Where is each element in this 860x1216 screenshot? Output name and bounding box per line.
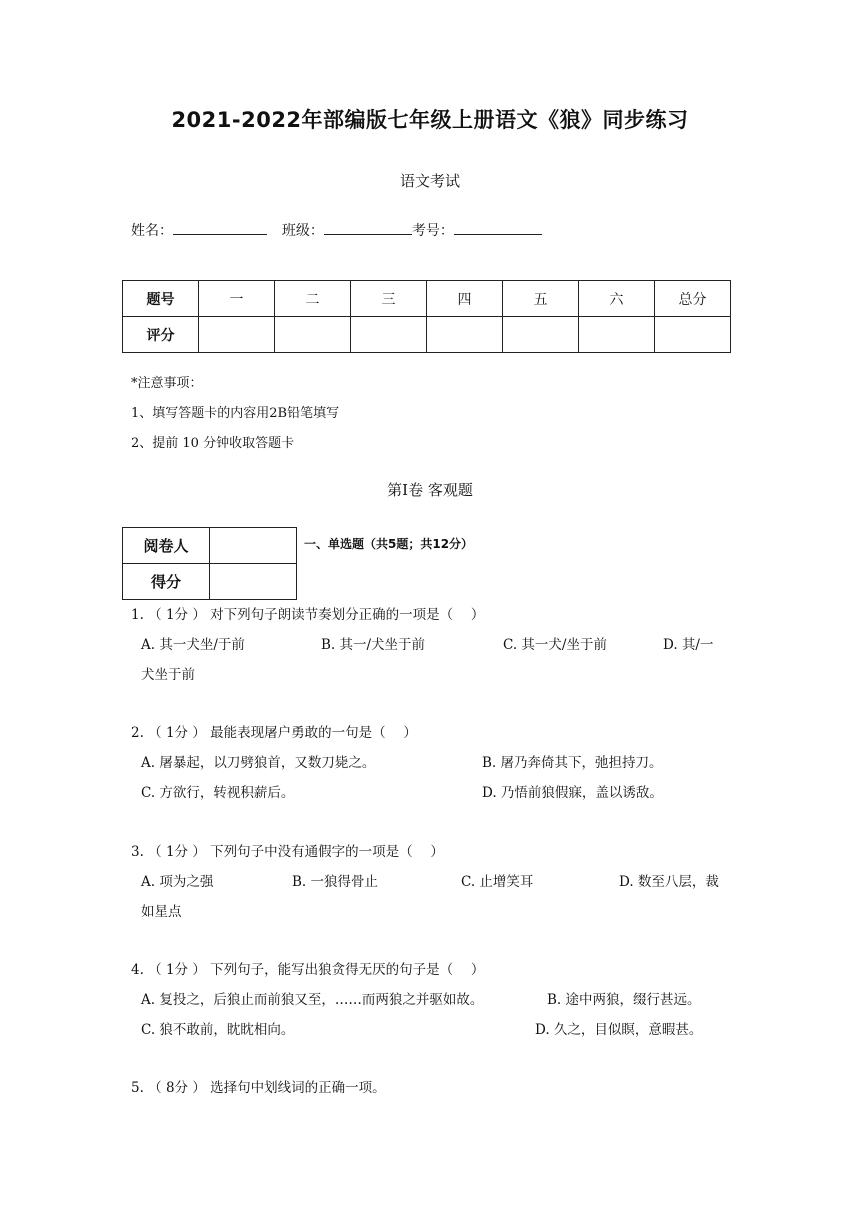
grader-table [122,527,297,600]
score-input-cell[interactable] [351,317,427,353]
score-cell-label: 题号 [123,281,199,317]
score-cell-3: 三 [351,281,427,317]
question-1-stem: 1. （ 1分 ） 对下列句子朗读节奏划分正确的一项是（ ） [131,607,485,623]
score-input-cell[interactable] [503,317,579,353]
score-table-header-row [123,281,731,317]
question-2-option-d[interactable]: D. 乃悟前狼假寐，盖以诱敌。 [482,785,663,801]
id-label: 考号： [411,223,454,239]
reviewer-input-cell[interactable] [210,528,297,564]
score-row-label: 评分 [123,317,199,353]
question-3-option-b[interactable]: B. 一狼得骨止 [292,874,379,890]
section-title: 第Ⅰ卷 客观题 [387,481,473,499]
score-cell-1: 一 [199,281,275,317]
score-cell-2: 二 [275,281,351,317]
score-input-cell[interactable] [275,317,351,353]
notes-item-2: 2、提前 10 分钟收取答题卡 [131,436,295,451]
question-1-option-d[interactable]: D. 其/一 [663,637,714,653]
score-cell-total: 总分 [655,281,731,317]
question-3-option-d-continued: 如星点 [141,904,182,920]
student-info-line [131,220,542,240]
question-2-option-b[interactable]: B. 屠乃奔倚其下，弛担持刀。 [482,755,663,771]
score-input-cell[interactable] [199,317,275,353]
question-3-option-c[interactable]: C. 止增笑耳 [461,874,534,890]
question-5-stem: 5. （ 8分 ） 选择句中划线词的正确一项。 [131,1080,386,1096]
part-label: 一、单选题（共5题；共12分） [304,537,474,551]
question-2-option-a[interactable]: A. 屠暴起，以刀劈狼首，又数刀毙之。 [141,755,376,771]
question-4-option-c[interactable]: C. 狼不敢前，眈眈相向。 [141,1022,295,1038]
question-1-option-d-continued: 犬坐于前 [141,667,195,683]
notes-heading: *注意事项： [131,376,203,391]
score-input-cell[interactable] [655,317,731,353]
name-label: 姓名： [131,223,173,239]
question-4-stem: 4. （ 1分 ） 下列句子，能写出狼贪得无厌的句子是（ ） [131,962,485,978]
question-2-option-c[interactable]: C. 方欲行，转视积薪后。 [141,785,295,801]
score-cell-6: 六 [579,281,655,317]
score-input-cell[interactable] [427,317,503,353]
id-blank[interactable] [454,220,542,235]
question-4-option-d[interactable]: D. 久之，目似瞑，意暇甚。 [535,1022,703,1038]
question-1-option-b[interactable]: B. 其一/犬坐于前 [321,637,426,653]
class-label: 班级： [281,223,324,239]
reviewer-label: 阅卷人 [123,528,210,564]
question-4-option-b[interactable]: B. 途中两狼，缀行甚远。 [547,992,701,1008]
score-table [122,280,731,353]
score-table-score-row [123,317,731,353]
name-blank[interactable] [173,220,267,235]
question-3-option-d[interactable]: D. 数至八层，裁 [619,874,719,890]
score-label: 得分 [123,564,210,600]
score-input-cell[interactable] [210,564,297,600]
document-title: 2021-2022年部编版七年级上册语文《狼》同步练习 [171,108,689,132]
question-4-option-a[interactable]: A. 复投之，后狼止而前狼又至，……而两狼之并驱如故。 [141,992,484,1008]
question-1-option-c[interactable]: C. 其一犬/坐于前 [503,637,607,653]
question-3-option-a[interactable]: A. 项为之强 [141,874,214,890]
notes-item-1: 1、填写答题卡的内容用2B铅笔填写 [131,406,340,421]
question-2-stem: 2. （ 1分 ） 最能表现屠户勇敢的一句是（ ） [131,725,417,741]
document-subtitle: 语文考试 [399,172,460,190]
question-1-option-a[interactable]: A. 其一犬坐/于前 [141,637,245,653]
question-3-stem: 3. （ 1分 ） 下列句子中没有通假字的一项是（ ） [131,844,444,860]
class-blank[interactable] [324,220,412,235]
score-cell-5: 五 [503,281,579,317]
score-cell-4: 四 [427,281,503,317]
score-input-cell[interactable] [579,317,655,353]
